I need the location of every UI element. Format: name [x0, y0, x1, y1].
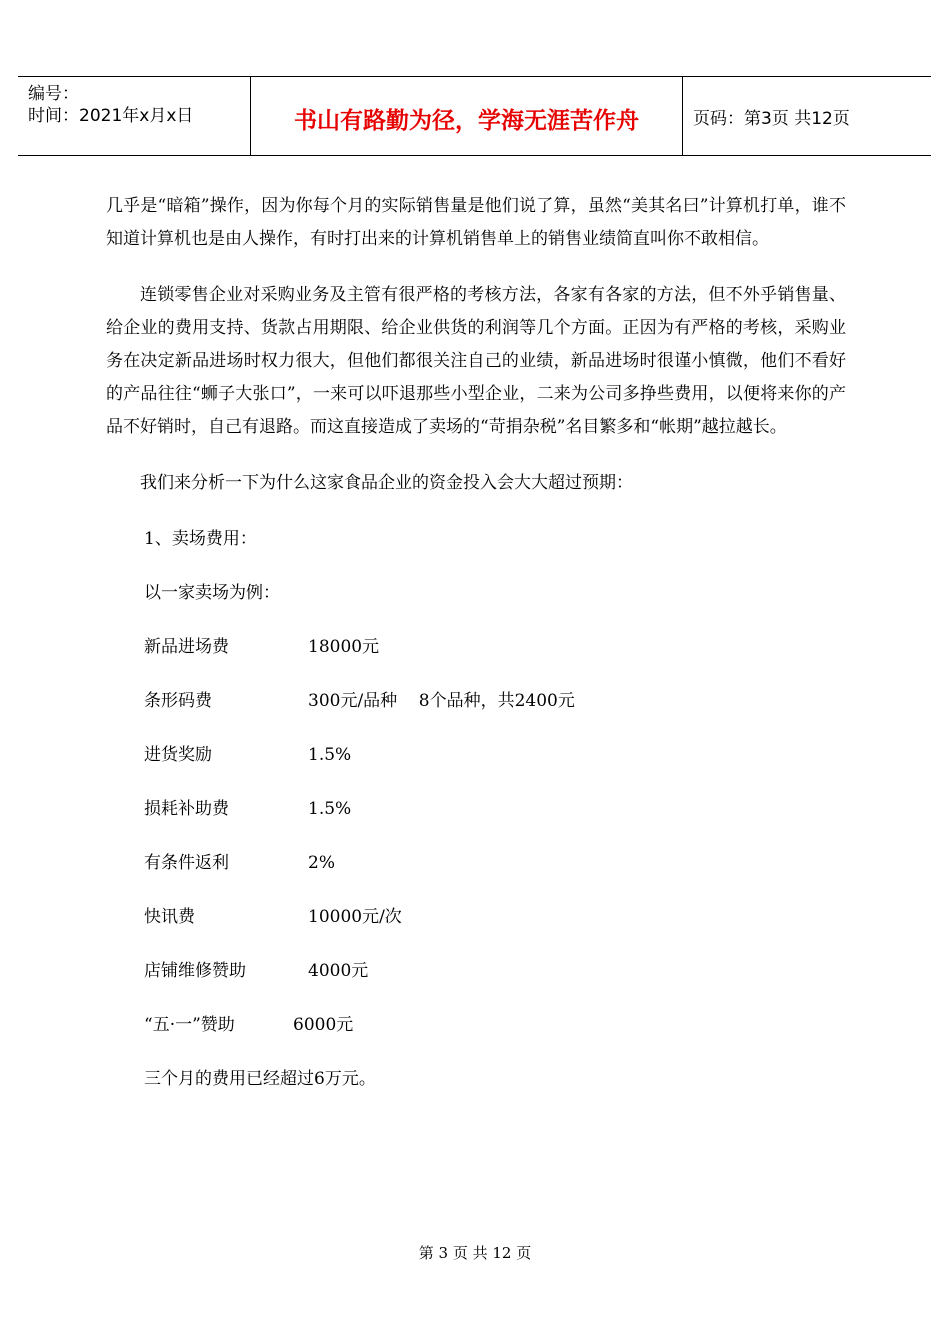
fee-row	[106, 739, 846, 772]
fee-label: 快讯费	[144, 907, 195, 927]
paragraph-1: 几乎是“暗箱”操作，因为你每个月的实际销售量是他们说了算，虽然“美其名曰”计算机打单，谁不知道计算机也是由人操作，有时打出来的计算机销售单上的销售业绩简直叫你不敢相信。	[106, 196, 846, 249]
fee-label: 新品进场费	[144, 637, 229, 657]
fee-value: 18000元	[308, 637, 380, 657]
fee-label: 条形码费	[144, 691, 212, 711]
header-page-info: 页码：第3页 共12页	[693, 108, 850, 129]
fee-value: 300元/品种 8个品种，共2400元	[308, 691, 575, 711]
paragraph-3: 我们来分析一下为什么这家食品企业的资金投入会大大超过预期：	[140, 473, 633, 493]
fee-value: 1.5%	[308, 745, 352, 765]
fee-label: 损耗补助费	[144, 799, 229, 819]
fee-value: 4000元	[308, 961, 369, 981]
fee-row	[106, 847, 846, 880]
section-title: 1、卖场费用：	[144, 529, 257, 549]
fee-row	[106, 955, 846, 988]
paragraph-2: 连锁零售企业对采购业务及主管有很严格的考核方法，各家有各家的方法，但不外乎销售量、给企业的费用支持、货款占用期限、给企业供货的利润等几个方面。正因为有严格的考核，采购业务在决定新品进场时权力很大，但他们都很关注自己的业绩，新品进场时很谨小慎微，他们不看好的产品往往“蛳子大张口”，一来可以吓退那些小型企业，二来为公司多挣些费用，以便将来你的产品不好销时，自己有退路。而这直接造成了卖场的“苛捐杂税”名目繁多和“帐期”越拉越长。	[106, 285, 846, 437]
fee-label: 店铺维修赞助	[144, 961, 246, 981]
fee-label: 进货奖励	[144, 745, 212, 765]
document-header	[18, 76, 931, 156]
fee-value: 10000元/次	[308, 907, 402, 927]
document-date: 时间：2021年x月x日	[28, 106, 194, 126]
example-intro: 以一家卖场为例：	[144, 583, 280, 603]
page-footer: 第 3 页 共 12 页	[418, 1244, 532, 1262]
fee-row	[106, 1009, 846, 1042]
header-motto: 书山有路勤为径，学海无涯苦作舟	[251, 77, 683, 155]
document-body	[106, 190, 846, 1117]
fee-label: “五·一”赞助	[144, 1015, 235, 1035]
document-number: 编号：	[28, 84, 79, 104]
header-meta	[18, 77, 251, 155]
fee-value: 1.5%	[308, 799, 352, 819]
fee-label: 有条件返利	[144, 853, 229, 873]
fee-value: 6000元	[293, 1015, 354, 1035]
fee-value: 2%	[308, 853, 335, 873]
fee-row	[106, 685, 846, 718]
fee-row	[106, 631, 846, 664]
fee-row	[106, 793, 846, 826]
fee-row	[106, 901, 846, 934]
summary-text: 三个月的费用已经超过6万元。	[144, 1069, 376, 1089]
